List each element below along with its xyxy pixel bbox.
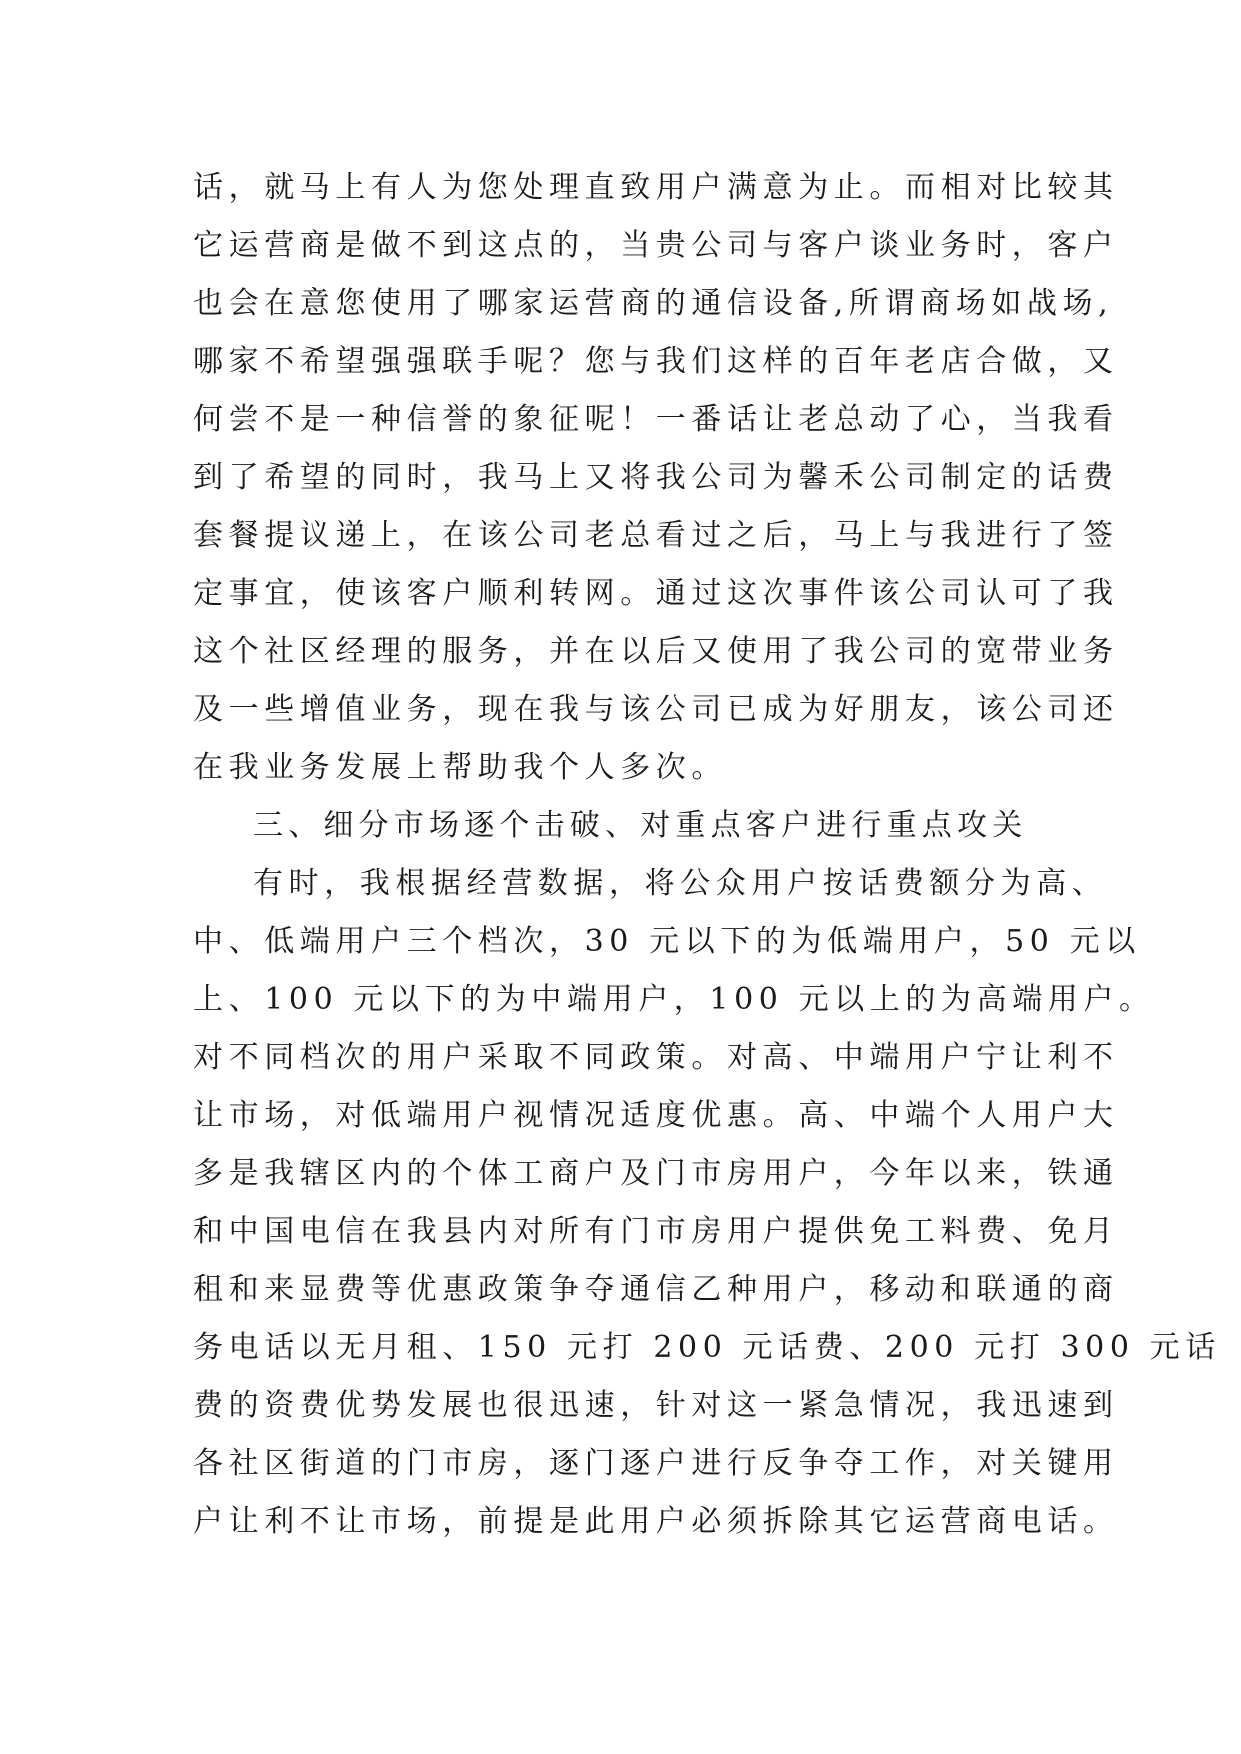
text-line: 有时，我根据经营数据，将公众用户按话费额分为高、 (253, 866, 1108, 901)
text-line: 在我业务发展上帮助我个人多次。 (193, 750, 727, 785)
text-line: 务电话以无月租、150 元打 200 元话费、200 元打 300 元话 (193, 1330, 1221, 1365)
section-heading: 三、细分市场逐个击破、对重点客户进行重点攻关 (253, 808, 1028, 843)
text-line: 多是我辖区内的个体工商户及门市房用户，今年以来，铁通 (193, 1156, 1119, 1191)
text-line: 让市场，对低端用户视情况适度优惠。高、中端个人用户大 (193, 1098, 1119, 1133)
text-line: 上、100 元以下的为中端用户，100 元以上的为高端用户。 (193, 982, 1155, 1017)
text-line: 户让利不让市场，前提是此用户必须拆除其它运营商电话。 (193, 1504, 1119, 1539)
text-line: 话，就马上有人为您处理直致用户满意为止。而相对比较其 (193, 170, 1119, 205)
text-line: 各社区街道的门市房，逐门逐户进行反争夺工作，对关键用 (193, 1446, 1119, 1481)
text-line: 租和来显费等优惠政策争夺通信乙种用户，移动和联通的商 (193, 1272, 1119, 1307)
text-line: 到了希望的同时，我马上又将我公司为馨禾公司制定的话费 (193, 460, 1119, 495)
text-line: 它运营商是做不到这点的，当贵公司与客户谈业务时，客户 (193, 228, 1119, 263)
text-line: 及一些增值业务，现在我与该公司已成为好朋友，该公司还 (193, 692, 1119, 727)
text-line: 定事宜，使该客户顺利转网。通过这次事件该公司认可了我 (193, 576, 1119, 611)
text-line: 也会在意您使用了哪家运营商的通信设备,所谓商场如战场, (193, 286, 1114, 321)
text-line: 费的资费优势发展也很迅速，针对这一紧急情况，我迅速到 (193, 1388, 1119, 1423)
text-line: 对不同档次的用户采取不同政策。对高、中端用户宁让利不 (193, 1040, 1119, 1075)
text-line: 哪家不希望强强联手呢？您与我们这样的百年老店合做，又 (193, 344, 1119, 379)
text-line: 这个社区经理的服务，并在以后又使用了我公司的宽带业务 (193, 634, 1119, 669)
text-line: 和中国电信在我县内对所有门市房用户提供免工料费、免月 (193, 1214, 1119, 1249)
text-line: 何尝不是一种信誉的象征呢！一番话让老总动了心，当我看 (193, 402, 1119, 437)
text-line: 套餐提议递上，在该公司老总看过之后，马上与我进行了签 (193, 518, 1119, 553)
text-line: 中、低端用户三个档次，30 元以下的为低端用户，50 元以 (193, 924, 1141, 959)
